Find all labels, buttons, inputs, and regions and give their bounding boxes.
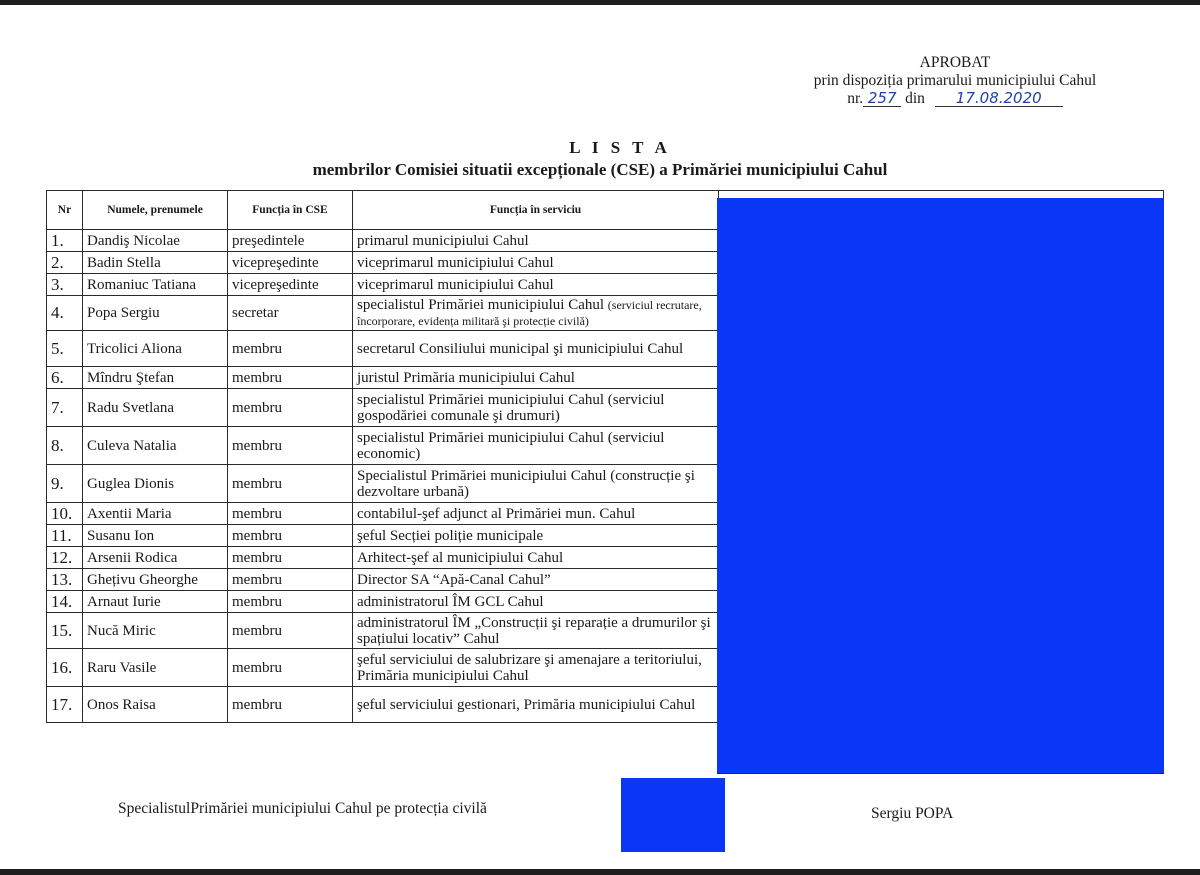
row-name: Onos Raisa <box>83 687 228 723</box>
row-service-text: Arhitect-şef al municipiului Cahul <box>357 549 564 566</box>
row-service-text: şeful serviciului gestionari, Primăria municipiului Cahul <box>357 696 696 713</box>
approval-din-label: din <box>905 90 925 107</box>
row-service <box>353 591 719 613</box>
row-service-text: administratorul ÎM GCL Cahul <box>357 593 544 610</box>
row-service <box>353 569 719 591</box>
footer-signatory: Sergiu POPA <box>871 805 954 822</box>
row-name: Romaniuc Tatiana <box>83 274 228 296</box>
row-name: Culeva Natalia <box>83 427 228 465</box>
table-bottom-line-extension <box>717 773 1164 774</box>
row-service-text: specialistul Primăriei municipiului Cahul (serviciul economic) <box>357 429 665 462</box>
row-service <box>353 465 719 503</box>
row-number: 8. <box>47 427 83 465</box>
row-number: 5. <box>47 331 83 367</box>
row-role: vicepreşedinte <box>228 274 353 296</box>
row-service-text: Director SA “Apă-Canal Cahul” <box>357 571 551 588</box>
row-service <box>353 296 719 331</box>
row-number: 2. <box>47 252 83 274</box>
row-service-text: specialistul Primăriei municipiului Cahul (serviciul gospodăriei comunale şi drumuri) <box>357 391 665 424</box>
row-number: 6. <box>47 367 83 389</box>
row-name: Raru Vasile <box>83 649 228 687</box>
row-number: 3. <box>47 274 83 296</box>
row-role: membru <box>228 525 353 547</box>
row-role: membru <box>228 591 353 613</box>
row-role: membru <box>228 389 353 427</box>
scan-bottom-edge <box>0 869 1200 875</box>
row-name: Badin Stella <box>83 252 228 274</box>
row-number: 12. <box>47 547 83 569</box>
row-service-text: administratorul ÎM „Construcții şi reparație a drumurilor şi spațiului locativ” Cahul <box>357 614 711 647</box>
approval-heading: APROBAT <box>919 54 991 71</box>
row-number: 15. <box>47 613 83 649</box>
row-service <box>353 230 719 252</box>
row-number: 17. <box>47 687 83 723</box>
row-name: Radu Svetlana <box>83 389 228 427</box>
list-subtitle: membrilor Comisiei situatii excepționale (CSE) a Primăriei municipiului Cahul <box>312 160 888 179</box>
list-title: L I S T A <box>569 138 671 157</box>
row-service <box>353 503 719 525</box>
row-service-text: secretarul Consiliului municipal şi municipiului Cahul <box>357 340 684 357</box>
row-name: Ghețivu Gheorghe <box>83 569 228 591</box>
approval-number-date-line <box>790 90 1120 108</box>
row-name: Guglea Dionis <box>83 465 228 503</box>
row-service-text: contabilul-şef adjunct al Primăriei mun. Cahul <box>357 505 636 522</box>
row-service-text: juristul Primăria municipiului Cahul <box>357 369 575 386</box>
row-number: 14. <box>47 591 83 613</box>
row-number: 1. <box>47 230 83 252</box>
redaction-block-signature <box>621 778 725 852</box>
row-role: membru <box>228 503 353 525</box>
row-service-text: Specialistul Primăriei municipiului Cahul (construcție şi dezvoltare urbană) <box>357 467 695 500</box>
row-number: 4. <box>47 296 83 331</box>
row-service <box>353 427 719 465</box>
header-nr: Nr <box>47 191 83 230</box>
approval-block <box>790 54 1120 108</box>
row-service <box>353 274 719 296</box>
row-name: Susanu Ion <box>83 525 228 547</box>
approval-nr-handwritten: 257 <box>863 90 901 107</box>
row-name: Dandiş Nicolae <box>83 230 228 252</box>
row-role: membru <box>228 547 353 569</box>
row-service-text: primarul municipiului Cahul <box>357 232 529 249</box>
row-service-text: şeful serviciului de salubrizare şi amenajare a teritoriului, Primăria municipiului Cahul <box>357 651 702 684</box>
row-role: membru <box>228 427 353 465</box>
row-role: membru <box>228 569 353 591</box>
footer-position: SpecialistulPrimăriei municipiului Cahul pe protecția civilă <box>118 800 487 817</box>
redaction-block-table <box>717 198 1164 773</box>
row-service <box>353 252 719 274</box>
row-name: Arnaut Iurie <box>83 591 228 613</box>
row-number: 9. <box>47 465 83 503</box>
row-service <box>353 649 719 687</box>
row-role: membru <box>228 649 353 687</box>
row-name: Nucă Miric <box>83 613 228 649</box>
row-name: Tricolici Aliona <box>83 331 228 367</box>
row-service <box>353 547 719 569</box>
row-number: 7. <box>47 389 83 427</box>
row-role: membru <box>228 465 353 503</box>
row-name: Axentii Maria <box>83 503 228 525</box>
header-service: Funcția în serviciu <box>353 191 719 230</box>
row-service-text: viceprimarul municipiului Cahul <box>357 276 554 293</box>
row-number: 16. <box>47 649 83 687</box>
row-service <box>353 331 719 367</box>
approval-order-line: prin dispoziția primarului municipiului Cahul <box>813 72 1097 89</box>
row-service <box>353 613 719 649</box>
row-number: 11. <box>47 525 83 547</box>
scan-top-edge <box>0 0 1200 5</box>
approval-date-handwritten: 17.08.2020 <box>935 90 1063 107</box>
row-service <box>353 389 719 427</box>
row-role: membru <box>228 613 353 649</box>
row-name: Arsenii Rodica <box>83 547 228 569</box>
row-service <box>353 687 719 723</box>
row-number: 10. <box>47 503 83 525</box>
row-role: preşedintele <box>228 230 353 252</box>
row-number: 13. <box>47 569 83 591</box>
row-role: vicepreşedinte <box>228 252 353 274</box>
row-service-text: viceprimarul municipiului Cahul <box>357 254 554 271</box>
header-name: Numele, prenumele <box>83 191 228 230</box>
row-role: secretar <box>228 296 353 331</box>
row-name: Mîndru Ştefan <box>83 367 228 389</box>
row-service <box>353 367 719 389</box>
row-service-text: şeful Secției poliție municipale <box>357 527 544 544</box>
row-service-text: specialistul Primăriei municipiului Cahul <box>357 297 608 313</box>
header-role: Funcția în CSE <box>228 191 353 230</box>
row-role: membru <box>228 367 353 389</box>
approval-nr-prefix: nr. <box>847 90 864 107</box>
row-name: Popa Sergiu <box>83 296 228 331</box>
row-service-detail: (serviciul recrutare, încorporare, evidența militară şi protecție civilă) <box>357 298 702 328</box>
row-role: membru <box>228 331 353 367</box>
row-role: membru <box>228 687 353 723</box>
row-service <box>353 525 719 547</box>
